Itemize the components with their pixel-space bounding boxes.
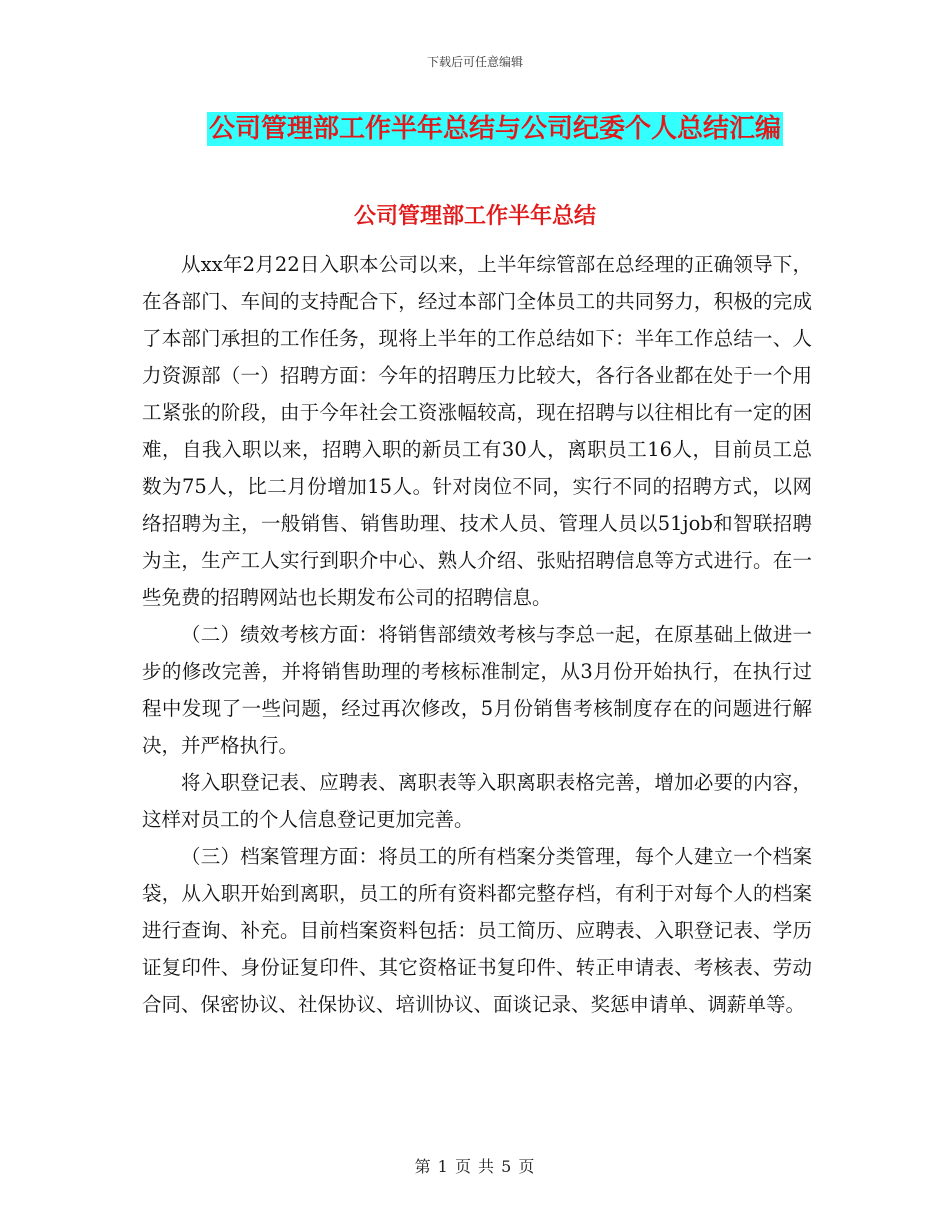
header-note: 下载后可任意编辑: [426, 55, 523, 69]
document-title: 公司管理部工作半年总结与公司纪委个人总结汇编: [208, 114, 781, 144]
document-title-container: [0, 112, 950, 146]
section-title: 公司管理部工作半年总结: [353, 204, 596, 229]
paragraph: （二）绩效考核方面：将销售部绩效考核与李总一起，在原基础上做进一步的修改完善，并将销售助理的考核标准制定，从3月份开始执行，在执行过程中发现了一些问题，经过再次修改，5月份销售考核制度存在的问题进行解决，并严格执行。: [142, 623, 812, 757]
paragraph: （三）档案管理方面：将员工的所有档案分类管理，每个人建立一个档案袋，从入职开始到离职，员工的所有资料都完整存档，有利于对每个人的档案进行查询、补充。目前档案资料包括：员工简历、应聘表、入职登记表、学历证复印件、身份证复印件、其它资格证书复印件、转正申请表、考核表、劳动合同、保密协议、社保协议、培训协议、面谈记录、奖惩申请单、调薪单等。: [142, 845, 812, 1016]
paragraph: 从xx年2月22日入职本公司以来，上半年综管部在总经理的正确领导下，在各部门、车间的支持配合下，经过本部门全体员工的共同努力，积极的完成了本部门承担的工作任务，现将上半年的工作总结如下：半年工作总结一、人力资源部（一）招聘方面：今年的招聘压力比较大，各行各业都在处于一个用工紧张的阶段，由于今年社会工资涨幅较高，现在招聘与以往相比有一定的困难，自我入职以来，招聘入职的新员工有30人，离职员工16人，目前员工总数为75人，比二月份增加15人。针对岗位不同，实行不同的招聘方式，以网络招聘为主，一般销售、销售助理、技术人员、管理人员以51job和智联招聘为主，生产工人实行到职介中心、熟人介绍、张贴招聘信息等方式进行。在一些免费的招聘网站也长期发布公司的招聘信息。: [142, 253, 812, 609]
paragraph: 将入职登记表、应聘表、离职表等入职离职表格完善，增加必要的内容，这样对员工的个人信息登记更加完善。: [142, 771, 812, 831]
document-body: [142, 246, 812, 1023]
page-footer: 第 1 页 共 5 页: [414, 1157, 536, 1176]
